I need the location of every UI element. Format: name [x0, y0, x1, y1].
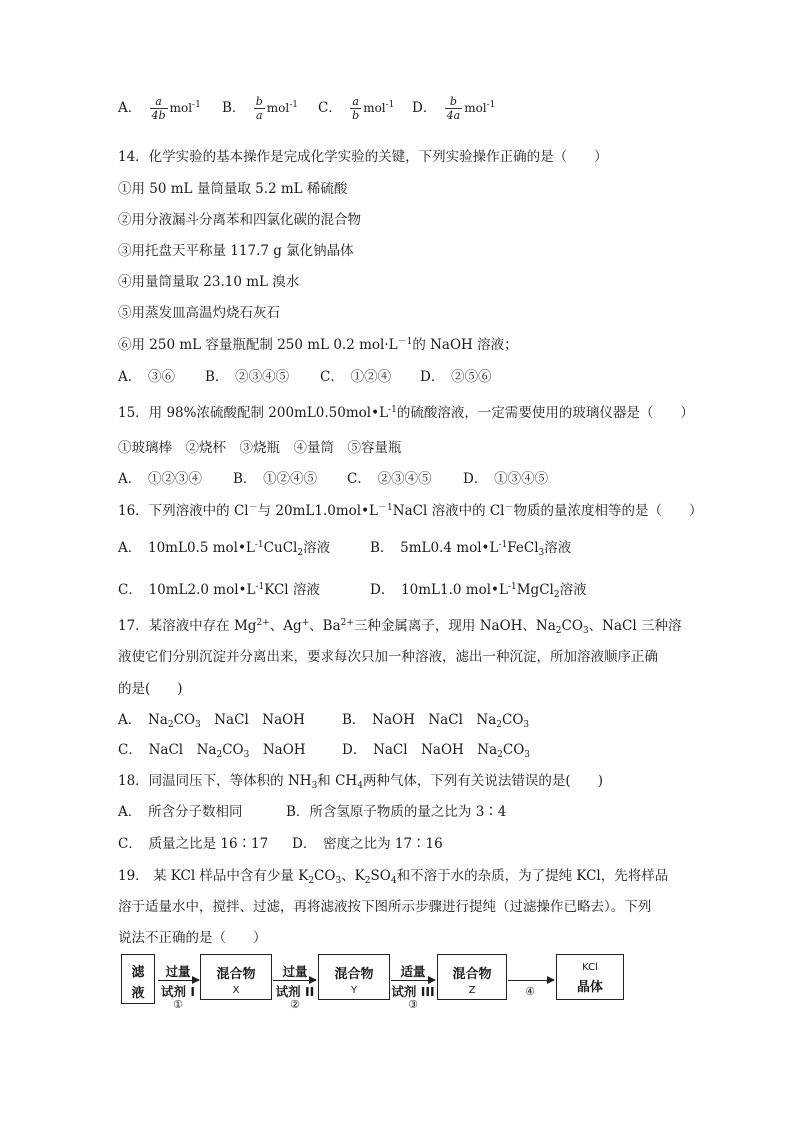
step-2-number: ②	[290, 998, 300, 1011]
q16-option-c: C． 10mL2.0 $mol•L^{-1}KCl$ 溶液	[118, 582, 320, 598]
q13-option-b: B． $\frac{b}{a}$ mol$^{-1}$	[222, 95, 298, 122]
step-2-top: 过量	[282, 964, 308, 979]
arrow-3	[391, 980, 435, 981]
q19-line-2: 溶于适量水中，搅拌、过滤，再将滤液按下图所示步骤进行提纯（过滤操作已略去）。下列	[118, 899, 652, 915]
q17-option-d: D． NaCl NaOH $Na_2CO_3$	[342, 742, 531, 760]
q14-stem: 14．化学实验的基本操作是完成化学实验的关键，下列实验操作正确的是（ ）	[118, 149, 608, 165]
q14-option-b: B． ②③④⑤	[205, 369, 290, 385]
q19-line-1: 19． 某 KCl 样品中含有少量 $K_2CO_3$、$K_2SO_4$和不溶于水的杂质，为了提纯 KCl，先将样品	[118, 868, 669, 886]
flow-box-kcl-crystal: KCl 晶体	[556, 954, 624, 1000]
step-1-number: ①	[173, 998, 183, 1011]
q17-option-c: C． NaCl $Na_2CO_3$ NaOH	[118, 742, 306, 760]
q17-line-2: 液使它们分别沉淀并分离出来，要求每次只加一种溶液，滤出一种沉淀，所加溶液顺序正确	[118, 649, 658, 665]
q16-option-a: A． 10mL0.5 $mol•L^{-1}CuCl_2$溶液	[118, 540, 331, 558]
q15-option-b: B． ①②④⑤	[233, 471, 318, 487]
q17-line-3: 的是( )	[118, 681, 183, 697]
q14-item-5: ⑤用蒸发皿高温灼烧石灰石	[118, 305, 280, 321]
q15-option-a: A． ①②③④	[118, 471, 202, 487]
flow-box-mixture-z: 混合物 Z	[437, 954, 507, 1000]
q13-option-a: A． $\frac{a}{4b}$ mol$^{-1}$	[118, 95, 201, 122]
q14-item-4: ④用量筒量取 23.10 mL 溴水	[118, 274, 300, 290]
arrow-4	[508, 980, 554, 981]
step-3-top: 适量	[400, 964, 426, 979]
q14-item-1: ①用 50 mL 量筒量取 5.2 mL 稀硫酸	[118, 181, 348, 197]
q18-option-c: C． 质量之比是 16∶17	[118, 836, 269, 852]
flow-box-filtrate: 滤 液	[121, 954, 155, 1004]
fraction: $\frac{a}{4b}$	[151, 95, 166, 122]
q13-option-c: C． $\frac{a}{b}$ mol$^{-1}$	[318, 95, 395, 122]
q16-option-d: D． 10mL1.0 $mol•L^{-1}MgCl_2$溶液	[370, 582, 587, 600]
step-3-bottom: 试剂 III	[391, 984, 435, 999]
q17-option-a: A． $Na_2CO_3$ NaCl NaOH	[118, 712, 305, 730]
q17-line-1: 17．某溶液中存在 $Mg^{2+}$、Ag+、$Ba^{2+}$三种金属离子，现用 NaOH、$Na_2CO_3$、NaCl 三种溶	[118, 618, 682, 636]
q16-stem: 16．下列溶液中的 Cl－与 $20mL1.0mol•L^{-1}NaCl$ 溶液中的 Cl－物质的量浓度相等的是（ ）	[118, 503, 703, 519]
q15-option-d: D． ①③④⑤	[463, 471, 549, 487]
step-1-top: 过量	[165, 964, 191, 979]
q14-item-6: ⑥用 250 mL 容量瓶配制 250 mL 0.2 $mol\cdot L^{-1}$的 NaOH 溶液；	[118, 337, 518, 353]
fraction: $\frac{a}{b}$	[352, 95, 360, 122]
flow-box-mixture-x: 混合物 X	[200, 954, 272, 1000]
q14-item-2: ②用分液漏斗分离苯和四氯化碳的混合物	[118, 212, 361, 228]
q14-option-c: C． ①②④	[320, 369, 392, 385]
q14-option-d: D． ②⑤⑥	[420, 369, 492, 385]
q19-line-3: 说法不正确的是（ ）	[118, 930, 267, 946]
q17-option-b: B． NaOH NaCl $Na_2CO_3$	[342, 712, 530, 730]
arrow-2	[273, 980, 316, 981]
q18-stem: 18．同温同压下，等体积的 $NH_3$和 $CH_4$两种气体，下列有关说法错误的是( )	[118, 773, 603, 791]
q18-option-a: A． 所含分子数相同	[118, 804, 243, 820]
q18-option-d: D． 密度之比为 17∶16	[292, 836, 443, 852]
q13-option-d: D． $\frac{b}{4a}$ mol$^{-1}$	[412, 95, 496, 122]
step-2-bottom: 试剂 II	[275, 984, 315, 999]
flow-box-mixture-y: 混合物 Y	[318, 954, 390, 1000]
step-4-number: ④	[525, 985, 535, 998]
q14-item-3: ③用托盘天平称量 117.7 g 氯化钠晶体	[118, 243, 354, 259]
q15-stem: 15．用 98%浓硫酸配制 $200mL0.50mol•L^{-1}$的硫酸溶液，一定需要使用的玻璃仪器是（ ）	[118, 405, 694, 421]
step-1-bottom: 试剂 I	[160, 984, 195, 999]
q15-option-c: C． ②③④⑤	[347, 471, 432, 487]
q15-items: ①玻璃棒 ②烧杯 ③烧瓶 ④量筒 ⑤容量瓶	[118, 440, 402, 456]
q18-option-b: B．所含氢原子物质的量之比为 3∶4	[286, 804, 507, 820]
fraction: $\frac{b}{a}$	[255, 95, 263, 122]
step-3-number: ③	[408, 998, 418, 1011]
q14-option-a: A． ③⑥	[118, 369, 175, 385]
fraction: $\frac{b}{4a}$	[446, 95, 461, 122]
q16-option-b: B． 5mL0.4 $mol•L^{-1}FeCl_3$溶液	[370, 540, 572, 558]
arrow-1	[158, 980, 199, 981]
